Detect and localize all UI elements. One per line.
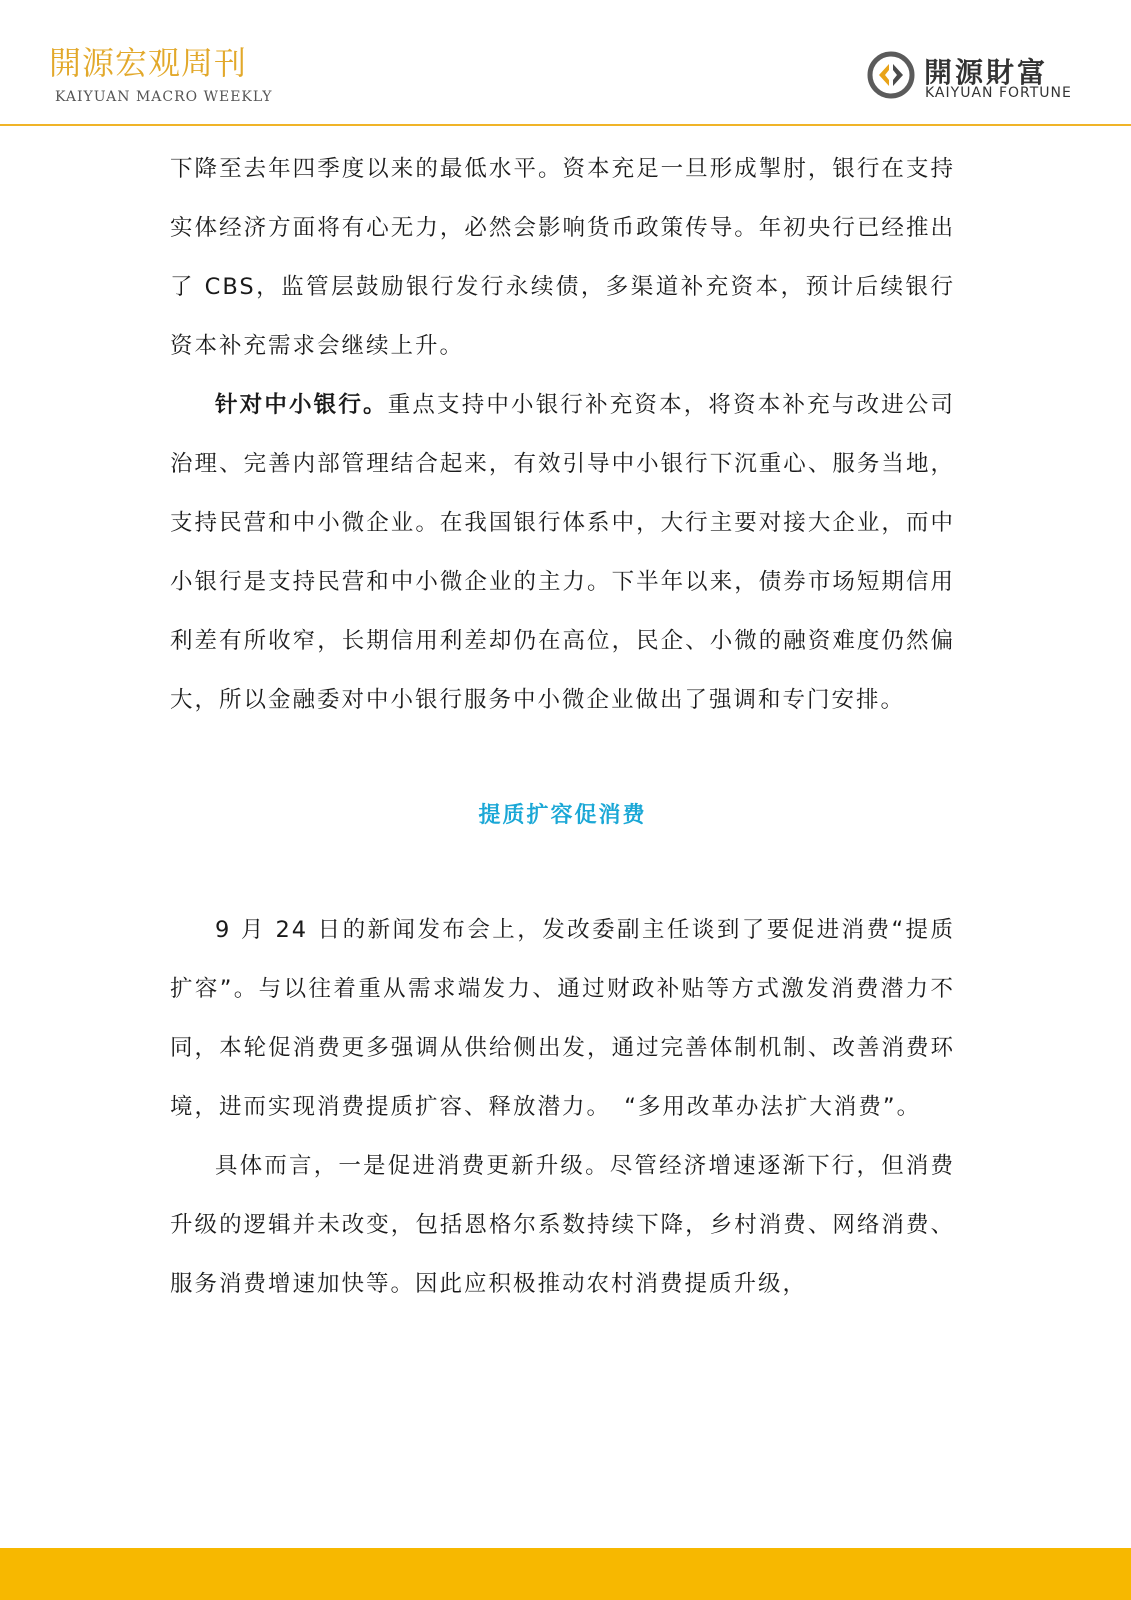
paragraph-text: 重点支持中小银行补充资本，将资本补充与改进公司治理、完善内部管理结合起来，有效引导中小银行下沉重心、服务当地，支持民营和中小微企业。在我国银行体系中，大行主要对接大企业，而中小银行是支持民营和中小微企业的主力。下半年以来，债券市场短期信用利差有所收窄，长期信用利差却仍在高位，民企、小微的融资难度仍然偏大，所以金融委对中小银行服务中小微企业做出了强调和专门安排。 <box>170 392 955 713</box>
section-spacer <box>170 845 955 901</box>
publication-subtitle: KAIYUAN MACRO WEEKLY <box>55 89 273 105</box>
article-body <box>170 140 955 1314</box>
body-paragraph <box>170 376 955 730</box>
company-logo <box>866 50 1086 106</box>
paragraph-lead-bold: 针对中小银行。 <box>215 392 388 418</box>
page-header <box>0 0 1131 124</box>
kaiyuan-logo-icon <box>866 50 916 100</box>
publication-title: 開源宏观周刊 <box>49 44 248 82</box>
logo-name-cn: 開源財富 <box>924 56 1049 89</box>
section-heading: 提质扩容促消费 <box>478 803 647 828</box>
header-divider <box>0 124 1131 126</box>
logo-name-en: KAIYUAN FORTUNE <box>925 85 1072 101</box>
body-paragraph: 9 月 24 日的新闻发布会上，发改委副主任谈到了要促进消费“提质扩容”。与以往着重从需求端发力、通过财政补贴等方式激发消费潜力不同，本轮促消费更多强调从供给侧出发，通过完善体制机制、改善消费环境，进而实现消费提质扩容、释放潜力。 “多用改革办法扩大消费”。 <box>170 917 955 1120</box>
body-paragraph: 具体而言，一是促进消费更新升级。尽管经济增速逐渐下行，但消费升级的逻辑并未改变，包括恩格尔系数持续下降，乡村消费、网络消费、服务消费增速加快等。因此应积极推动农村消费提质升级， <box>170 1153 955 1297</box>
footer-bar <box>0 1548 1131 1600</box>
section-spacer <box>170 730 955 786</box>
body-paragraph: 下降至去年四季度以来的最低水平。资本充足一旦形成掣肘，银行在支持实体经济方面将有心无力，必然会影响货币政策传导。年初央行已经推出了 CBS，监管层鼓励银行发行永续债，多渠道补充资本，预计后续银行资本补充需求会继续上升。 <box>170 156 955 359</box>
